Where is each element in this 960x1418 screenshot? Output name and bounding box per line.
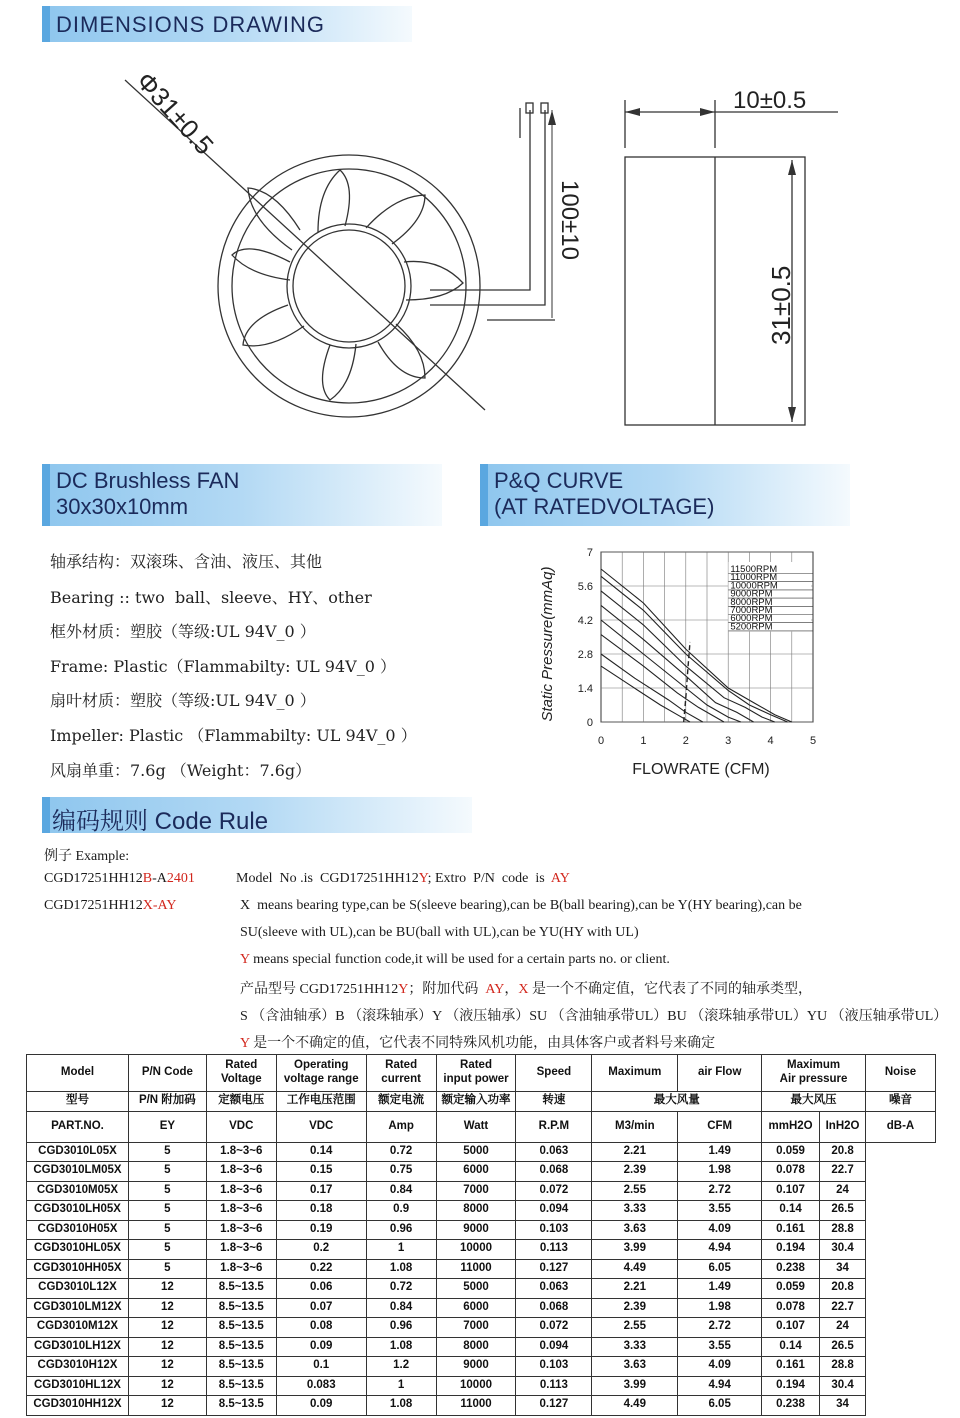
example-desc-4: Y means special function code,it will be used for a certain parts no. or client. xyxy=(240,952,670,967)
table-cell: 4.49 xyxy=(592,1396,678,1416)
table-cell: 8.5~13.5 xyxy=(206,1376,276,1396)
table-cell: 5 xyxy=(128,1142,206,1162)
table-cell: 0.14 xyxy=(762,1337,820,1357)
header-pn-code: P/N Code xyxy=(128,1055,206,1092)
table-cell: 0.75 xyxy=(366,1162,436,1182)
table-cell: 8.5~13.5 xyxy=(206,1318,276,1338)
legend-entry: 11500RPM xyxy=(730,564,778,575)
y-tick-label: 7 xyxy=(586,547,593,559)
example-desc-1: Model No .is CGD17251HH12Y; Extro P/N code is AY xyxy=(236,871,570,886)
spec-weight: 风扇单重：7.6g （Weight：7.6g） xyxy=(50,761,312,780)
example-label: 例子 Example: xyxy=(44,849,130,864)
pq-curve-subtitle: (AT RATEDVOLTAGE) xyxy=(494,494,715,519)
table-cell: 11000 xyxy=(436,1259,516,1279)
table-cell: 0.09 xyxy=(276,1396,366,1416)
table-cell: 0.078 xyxy=(762,1298,820,1318)
unit-mmh2o: mmH2O xyxy=(762,1111,820,1142)
height-label: 31±0.5 xyxy=(766,265,796,345)
table-cell: 3.55 xyxy=(678,1337,762,1357)
table-cell: 0.127 xyxy=(516,1396,592,1416)
header-model: Model xyxy=(27,1055,129,1092)
table-cell: 0.14 xyxy=(276,1142,366,1162)
lead-wire-1 xyxy=(430,110,530,290)
table-cell: 4.09 xyxy=(678,1357,762,1377)
table-cell: 1.8~3~6 xyxy=(206,1220,276,1240)
table-cell: 0.238 xyxy=(762,1396,820,1416)
table-cell: 8.5~13.5 xyxy=(206,1279,276,1299)
dimensions-drawing xyxy=(0,40,960,500)
legend-entry: 5200RPM xyxy=(730,621,773,633)
part-number-cell: CGD3010M12X xyxy=(27,1318,129,1338)
header-rated-power: Rated input power xyxy=(436,1055,516,1092)
table-cell: 12 xyxy=(128,1337,206,1357)
table-cell: 1.8~3~6 xyxy=(206,1259,276,1279)
table-row xyxy=(27,1142,936,1162)
table-cell: 0.161 xyxy=(762,1357,820,1377)
table-cell: 0.194 xyxy=(762,1376,820,1396)
part-number-cell: CGD3010HL12X xyxy=(27,1376,129,1396)
table-row xyxy=(27,1259,936,1279)
table-cell: 8.5~13.5 xyxy=(206,1357,276,1377)
header-part-no: PART.NO. xyxy=(27,1111,129,1142)
table-cell: 34 xyxy=(820,1259,866,1279)
table-cell: 2.55 xyxy=(592,1318,678,1338)
table-cell: 2.39 xyxy=(592,1162,678,1182)
table-cell: 5000 xyxy=(436,1279,516,1299)
table-cell: 26.5 xyxy=(820,1201,866,1221)
header-operating-voltage: Operating voltage range xyxy=(276,1055,366,1092)
table-cell: 0.103 xyxy=(516,1357,592,1377)
table-row xyxy=(27,1337,936,1357)
table-cell: 0.107 xyxy=(762,1318,820,1338)
table-cell: 3.63 xyxy=(592,1220,678,1240)
y-tick-label: 0 xyxy=(586,717,593,729)
spec-bearing-cn: 轴承结构：双滚珠、含油、液压、其他 xyxy=(50,552,323,571)
table-cell: 0.238 xyxy=(762,1259,820,1279)
unit-rpm: R.P.M xyxy=(516,1111,592,1142)
product-title: DC Brushless FAN xyxy=(56,468,240,493)
example-code-2: CGD17251HH12X-AY xyxy=(44,898,177,913)
table-cell: 0.72 xyxy=(366,1142,436,1162)
header-speed: Speed xyxy=(516,1055,592,1092)
table-cell: 20.8 xyxy=(820,1279,866,1299)
table-cell: 0.14 xyxy=(762,1201,820,1221)
table-cell: 10000 xyxy=(436,1240,516,1260)
legend-entry: 6000RPM xyxy=(730,613,773,625)
part-number-cell: CGD3010LM12X xyxy=(27,1298,129,1318)
y-tick-label: 5.6 xyxy=(577,581,593,593)
table-cell: 8000 xyxy=(436,1201,516,1221)
thickness-label: 10±0.5 xyxy=(733,87,807,114)
part-number-cell: CGD3010LH05X xyxy=(27,1201,129,1221)
spec-impeller-en: Impeller: Plastic （Flammabilty: UL 94V_0 ） xyxy=(50,726,417,745)
table-cell: 0.063 xyxy=(516,1279,592,1299)
table-cell: 12 xyxy=(128,1318,206,1338)
part-number-cell: CGD3010LH12X xyxy=(27,1337,129,1357)
lead-wire-2 xyxy=(430,110,545,305)
unit-cfm: CFM xyxy=(678,1111,762,1142)
table-cell: 0.84 xyxy=(366,1298,436,1318)
table-cell: 0.072 xyxy=(516,1318,592,1338)
table-cell: 22.7 xyxy=(820,1298,866,1318)
product-size: 30x30x10mm xyxy=(56,494,189,519)
example-desc-5: 产品型号 CGD17251HH12Y；附加代码 AY，X 是一个不确定值，它代表了不同的轴承类型， xyxy=(240,982,812,997)
table-row xyxy=(27,1162,936,1182)
table-cell: 9000 xyxy=(436,1357,516,1377)
y-tick-label: 2.8 xyxy=(577,649,593,661)
header-cn-rated-current: 额定电流 xyxy=(366,1092,436,1112)
table-cell: 3.55 xyxy=(678,1201,762,1221)
table-cell: 0.072 xyxy=(516,1181,592,1201)
table-cell: 30.4 xyxy=(820,1240,866,1260)
unit-vdc-rated: VDC xyxy=(206,1111,276,1142)
table-cell: 0.2 xyxy=(276,1240,366,1260)
spec-table xyxy=(26,1054,936,1416)
legend-entry: 9000RPM xyxy=(730,588,773,600)
spec-impeller-cn: 扇叶材质：塑胶（等级:UL 94V_0 ） xyxy=(50,691,316,710)
header-cn-rated-voltage: 定额电压 xyxy=(206,1092,276,1112)
table-cell: 1.08 xyxy=(366,1396,436,1416)
spec-frame-en: Frame: Plastic（Flammabilty: UL 94V_0 ） xyxy=(50,657,396,676)
part-number-cell: CGD3010H05X xyxy=(27,1220,129,1240)
table-cell: 5 xyxy=(128,1181,206,1201)
y-tick-label: 4.2 xyxy=(577,615,593,627)
series-line-5200RPM xyxy=(601,666,690,722)
x-tick-label: 0 xyxy=(597,735,605,747)
code-rule-banner xyxy=(42,797,472,833)
table-cell: 0.194 xyxy=(762,1240,820,1260)
table-cell: 3.99 xyxy=(592,1376,678,1396)
table-row xyxy=(27,1396,936,1416)
header-cn-pn-code: P/N 附加码 xyxy=(128,1092,206,1112)
table-cell: 0.17 xyxy=(276,1181,366,1201)
part-number-cell: CGD3010L12X xyxy=(27,1279,129,1299)
table-cell: 0.09 xyxy=(276,1337,366,1357)
header-cn-noise: 噪音 xyxy=(866,1092,936,1112)
table-cell: 3.33 xyxy=(592,1201,678,1221)
table-cell: 12 xyxy=(128,1357,206,1377)
legend-entry: 11000RPM xyxy=(730,572,778,584)
legend-entry: 10000RPM xyxy=(730,580,778,592)
table-cell: 7000 xyxy=(436,1181,516,1201)
table-cell: 3.33 xyxy=(592,1337,678,1357)
product-banner xyxy=(42,464,442,526)
table-cell: 0.08 xyxy=(276,1318,366,1338)
x-tick-label: 1 xyxy=(640,735,647,747)
spec-bearing-en: Bearing :: two ball、sleeve、HY、other xyxy=(50,588,372,607)
header-cn-max-airflow: 最大风量 xyxy=(592,1092,762,1112)
table-cell: 0.068 xyxy=(516,1162,592,1182)
dimensions-drawing-banner xyxy=(42,6,412,42)
part-number-cell: CGD3010HL05X xyxy=(27,1240,129,1260)
table-cell: 1.98 xyxy=(678,1162,762,1182)
table-cell: 6.05 xyxy=(678,1259,762,1279)
header-cn-max-pressure: 最大风压 xyxy=(762,1092,866,1112)
table-cell: 0.06 xyxy=(276,1279,366,1299)
fan-blades xyxy=(232,170,463,400)
table-cell: 0.083 xyxy=(276,1376,366,1396)
example-desc-3: SU(sleeve with UL),can be BU(ball with UL),can be YU(HY with UL) xyxy=(240,925,639,940)
pq-curve-chart xyxy=(530,540,860,790)
table-cell: 6000 xyxy=(436,1298,516,1318)
table-cell: 5 xyxy=(128,1240,206,1260)
table-cell: 0.22 xyxy=(276,1259,366,1279)
table-cell: 28.8 xyxy=(820,1220,866,1240)
table-cell: 0.19 xyxy=(276,1220,366,1240)
lead-length-label: 100±10 xyxy=(556,180,583,260)
table-cell: 0.113 xyxy=(516,1240,592,1260)
table-cell: 5000 xyxy=(436,1142,516,1162)
table-cell: 0.18 xyxy=(276,1201,366,1221)
table-cell: 9000 xyxy=(436,1220,516,1240)
table-cell: 8.5~13.5 xyxy=(206,1337,276,1357)
table-cell: 12 xyxy=(128,1396,206,1416)
table-cell: 0.107 xyxy=(762,1181,820,1201)
unit-amp: Amp xyxy=(366,1111,436,1142)
table-cell: 1 xyxy=(366,1376,436,1396)
table-cell: 0.059 xyxy=(762,1142,820,1162)
spec-frame-cn: 框外材质：塑胶（等级:UL 94V_0 ） xyxy=(50,622,316,641)
table-cell: 4.94 xyxy=(678,1240,762,1260)
table-cell: 1.2 xyxy=(366,1357,436,1377)
x-tick-label: 5 xyxy=(809,735,817,747)
table-cell: 2.55 xyxy=(592,1181,678,1201)
table-cell: 0.84 xyxy=(366,1181,436,1201)
table-cell: 12 xyxy=(128,1376,206,1396)
table-cell: 0.094 xyxy=(516,1337,592,1357)
table-cell: 30.4 xyxy=(820,1376,866,1396)
part-number-cell: CGD3010M05X xyxy=(27,1181,129,1201)
table-cell: 26.5 xyxy=(820,1337,866,1357)
table-cell: 2.72 xyxy=(678,1181,762,1201)
table-row xyxy=(27,1279,936,1299)
y-tick-label: 1.4 xyxy=(577,683,593,695)
table-cell: 8000 xyxy=(436,1337,516,1357)
table-cell: 0.161 xyxy=(762,1220,820,1240)
table-cell: 4.49 xyxy=(592,1259,678,1279)
table-cell: 0.113 xyxy=(516,1376,592,1396)
table-cell: 0.1 xyxy=(276,1357,366,1377)
pq-curve-title: P&Q CURVE xyxy=(494,468,624,493)
table-cell: 0.15 xyxy=(276,1162,366,1182)
header-cn-model: 型号 xyxy=(27,1092,129,1112)
table-cell: 7000 xyxy=(436,1318,516,1338)
table-row xyxy=(27,1298,936,1318)
table-cell: 24 xyxy=(820,1318,866,1338)
chart-x-axis-label: FLOWRATE (CFM) xyxy=(632,761,770,778)
chart-y-axis-label: Static Pressure(mmAq) xyxy=(539,566,556,722)
table-cell: 5 xyxy=(128,1259,206,1279)
table-cell: 24 xyxy=(820,1181,866,1201)
table-cell: 0.9 xyxy=(366,1201,436,1221)
table-row xyxy=(27,1240,936,1260)
table-row xyxy=(27,1220,936,1240)
table-cell: 1.8~3~6 xyxy=(206,1201,276,1221)
table-cell: 0.068 xyxy=(516,1298,592,1318)
legend-entry: 8000RPM xyxy=(730,596,773,608)
table-cell: 0.094 xyxy=(516,1201,592,1221)
example-desc-7: Y 是一个不确定的值，它代表不同特殊风机功能，由具体客户或者料号来确定 xyxy=(240,1036,716,1051)
table-row xyxy=(27,1201,936,1221)
header-cn-rated-power: 额定输入功率 xyxy=(436,1092,516,1112)
table-cell: 0.078 xyxy=(762,1162,820,1182)
table-header-row-2 xyxy=(27,1092,936,1112)
table-cell: 34 xyxy=(820,1396,866,1416)
header-cn-operating-voltage: 工作电压范围 xyxy=(276,1092,366,1112)
part-number-cell: CGD3010L05X xyxy=(27,1142,129,1162)
table-cell: 10000 xyxy=(436,1376,516,1396)
table-cell: 2.72 xyxy=(678,1318,762,1338)
table-row xyxy=(27,1318,936,1338)
unit-dba: dB-A xyxy=(866,1111,936,1142)
x-tick-label: 2 xyxy=(682,735,689,747)
table-cell: 1.8~3~6 xyxy=(206,1142,276,1162)
table-cell: 5 xyxy=(128,1220,206,1240)
table-cell: 12 xyxy=(128,1298,206,1318)
header-rated-voltage: Rated Voltage xyxy=(206,1055,276,1092)
unit-inh2o: InH2O xyxy=(820,1111,866,1142)
unit-vdc-range: VDC xyxy=(276,1111,366,1142)
example-desc-6: S （含油轴承）B （滚珠轴承）Y （液压轴承）SU （含油轴承带UL）BU （滚珠轴承带UL）YU （液压轴承带UL） xyxy=(240,1009,948,1024)
table-cell: 3.63 xyxy=(592,1357,678,1377)
part-number-cell: CGD3010LM05X xyxy=(27,1162,129,1182)
table-cell: 1.49 xyxy=(678,1142,762,1162)
table-cell: 28.8 xyxy=(820,1357,866,1377)
table-cell: 0.96 xyxy=(366,1318,436,1338)
table-cell: 20.8 xyxy=(820,1142,866,1162)
table-cell: 5 xyxy=(128,1162,206,1182)
part-number-cell: CGD3010HH05X xyxy=(27,1259,129,1279)
table-row xyxy=(27,1376,936,1396)
table-cell: 1.49 xyxy=(678,1279,762,1299)
table-cell: 1.8~3~6 xyxy=(206,1240,276,1260)
table-cell: 0.063 xyxy=(516,1142,592,1162)
table-cell: 0.059 xyxy=(762,1279,820,1299)
table-cell: 8.5~13.5 xyxy=(206,1298,276,1318)
table-cell: 22.7 xyxy=(820,1162,866,1182)
header-cn-speed: 转速 xyxy=(516,1092,592,1112)
header-maximum: Maximum xyxy=(592,1055,678,1092)
unit-m3min: M3/min xyxy=(592,1111,678,1142)
table-cell: 11000 xyxy=(436,1396,516,1416)
header-noise: Noise xyxy=(866,1055,936,1092)
part-number-cell: CGD3010H12X xyxy=(27,1357,129,1377)
x-tick-label: 3 xyxy=(725,735,732,747)
table-cell: 1 xyxy=(366,1240,436,1260)
table-cell: 2.21 xyxy=(592,1142,678,1162)
unit-watt: Watt xyxy=(436,1111,516,1142)
table-cell: 8.5~13.5 xyxy=(206,1396,276,1416)
table-cell: 4.09 xyxy=(678,1220,762,1240)
table-cell: 1.8~3~6 xyxy=(206,1162,276,1182)
header-rated-current: Rated current xyxy=(366,1055,436,1092)
header-max-pressure: Maximum Air pressure xyxy=(762,1055,866,1092)
table-cell: 1.08 xyxy=(366,1337,436,1357)
table-cell: 1.8~3~6 xyxy=(206,1181,276,1201)
table-cell: 12 xyxy=(128,1279,206,1299)
table-cell: 0.127 xyxy=(516,1259,592,1279)
example-desc-2: X means bearing type,can be S(sleeve bearing),can be B(ball bearing),can be Y(HY bearing),can be xyxy=(240,898,802,913)
example-code-1: CGD17251HH12B-A2401 xyxy=(44,871,195,886)
table-cell: 4.94 xyxy=(678,1376,762,1396)
pn-code-cell: EY xyxy=(128,1111,206,1142)
table-cell: 2.21 xyxy=(592,1279,678,1299)
table-row xyxy=(27,1181,936,1201)
table-cell: 2.39 xyxy=(592,1298,678,1318)
table-row xyxy=(27,1357,936,1377)
legend-entry: 7000RPM xyxy=(730,605,773,616)
table-cell: 0.72 xyxy=(366,1279,436,1299)
table-cell: 0.96 xyxy=(366,1220,436,1240)
pq-curve-banner xyxy=(480,464,850,526)
part-number-cell: CGD3010HH12X xyxy=(27,1396,129,1416)
table-cell: 1.98 xyxy=(678,1298,762,1318)
dimensions-drawing-title: DIMENSIONS DRAWING xyxy=(56,12,325,37)
table-cell: 0.103 xyxy=(516,1220,592,1240)
table-cell: 6.05 xyxy=(678,1396,762,1416)
table-cell: 0.07 xyxy=(276,1298,366,1318)
x-tick-label: 4 xyxy=(767,735,774,747)
diameter-label: Φ31±0.5 xyxy=(130,65,220,161)
table-cell: 1.08 xyxy=(366,1259,436,1279)
table-header-row-3 xyxy=(27,1111,936,1142)
table-cell: 6000 xyxy=(436,1162,516,1182)
code-rule-title: 编码规则 Code Rule xyxy=(52,808,269,835)
header-air-flow: air Flow xyxy=(678,1055,762,1092)
table-header-row-1 xyxy=(27,1055,936,1092)
table-cell: 3.99 xyxy=(592,1240,678,1260)
table-cell: 5 xyxy=(128,1201,206,1221)
